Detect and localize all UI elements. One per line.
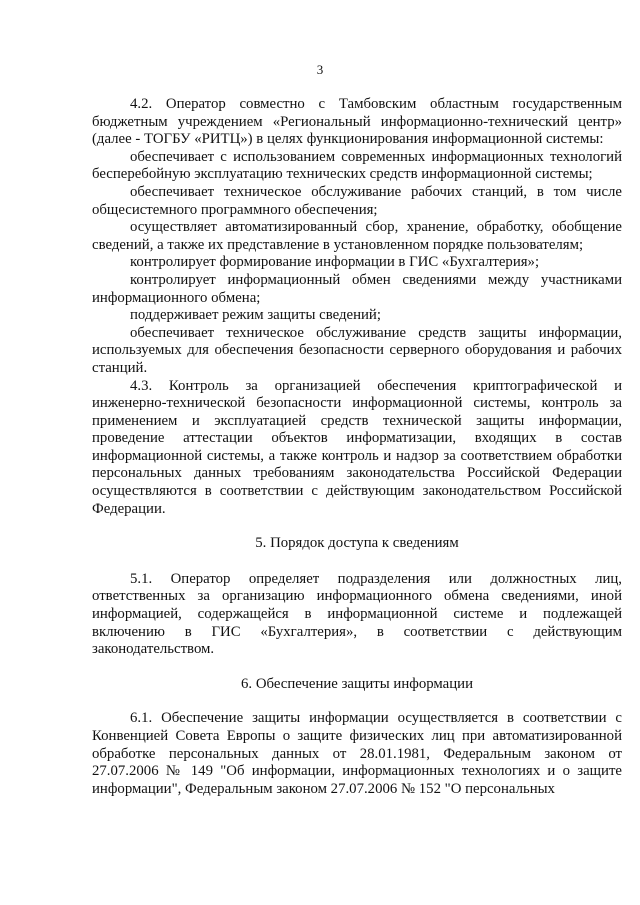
section-6-heading: 6. Обеспечение защиты информации — [241, 675, 473, 692]
paragraph-6-1: 6.1. Обеспечение защиты информации осуществляется в соответствии с Конвенцией Совета Европы о защите физических лиц при автоматизированной обработке персональных данных от 28.01.1981, Федеральным законом от 27.07.2006 № 149 "Об информации, информационных технологиях и о защите информации", Федеральным законом 27.07.2006 № 152 "О персональных — [92, 710, 622, 797]
paragraph-list-item: осуществляет автоматизированный сбор, хранение, обработку, обобщение сведений, а также их представление в установленном порядке пользователям; — [92, 219, 622, 253]
section-5-heading: 5. Порядок доступа к сведениям — [255, 535, 459, 552]
paragraph-list-item: контролирует формирование информации в ГИС «Бухгалтерия»; — [130, 254, 540, 271]
paragraph-list-item: поддерживает режим защиты сведений; — [130, 307, 381, 324]
page-number: 3 — [316, 62, 324, 77]
paragraph-list-item: контролирует информационный обмен сведениями между участниками информационного обмена; — [92, 271, 622, 306]
paragraph-list-item: обеспечивает техническое обслуживание средств защиты информации, используемых для обеспечения безопасности серверного оборудования и рабочих станций. — [92, 324, 622, 376]
paragraph-4-2: 4.2. Оператор совместно с Тамбовским областным государственным бюджетным учреждением «Региональный информационно-технический центр» (далее - ТОГБУ «РИТЦ») в целях функционирования информационной системы: — [92, 96, 622, 148]
document-body — [92, 96, 622, 798]
paragraph-list-item: обеспечивает техническое обслуживание рабочих станций, в том числе общесистемного программного обеспечения; — [92, 183, 622, 218]
paragraph-list-item: обеспечивает с использованием современных информационных технологий бесперебойную эксплуатацию технических средств информационной системы; — [92, 148, 622, 183]
paragraph-5-1: 5.1. Оператор определяет подразделения или должностных лиц, ответственных за организацию информационного обмена сведениями, иной информацией, содержащейся в информационной системе и подлежащей включению в ГИС «Бухгалтерия», в соответствии с действующим законодательством. — [92, 570, 622, 658]
paragraph-4-3: 4.3. Контроль за организацией обеспечения криптографической и инженерно-технической безопасности информационной системы, контроль за применением и эксплуатацией средств технической защиты информации, проведение аттестации объектов информатизации, входящих в состав информационной системы, а также контроль и надзор за соответствием обработки персональных данных требованиям законодательства Российской Федерации осуществляются в соответствии с действующим законодательством Российской Федерации. — [92, 377, 622, 517]
